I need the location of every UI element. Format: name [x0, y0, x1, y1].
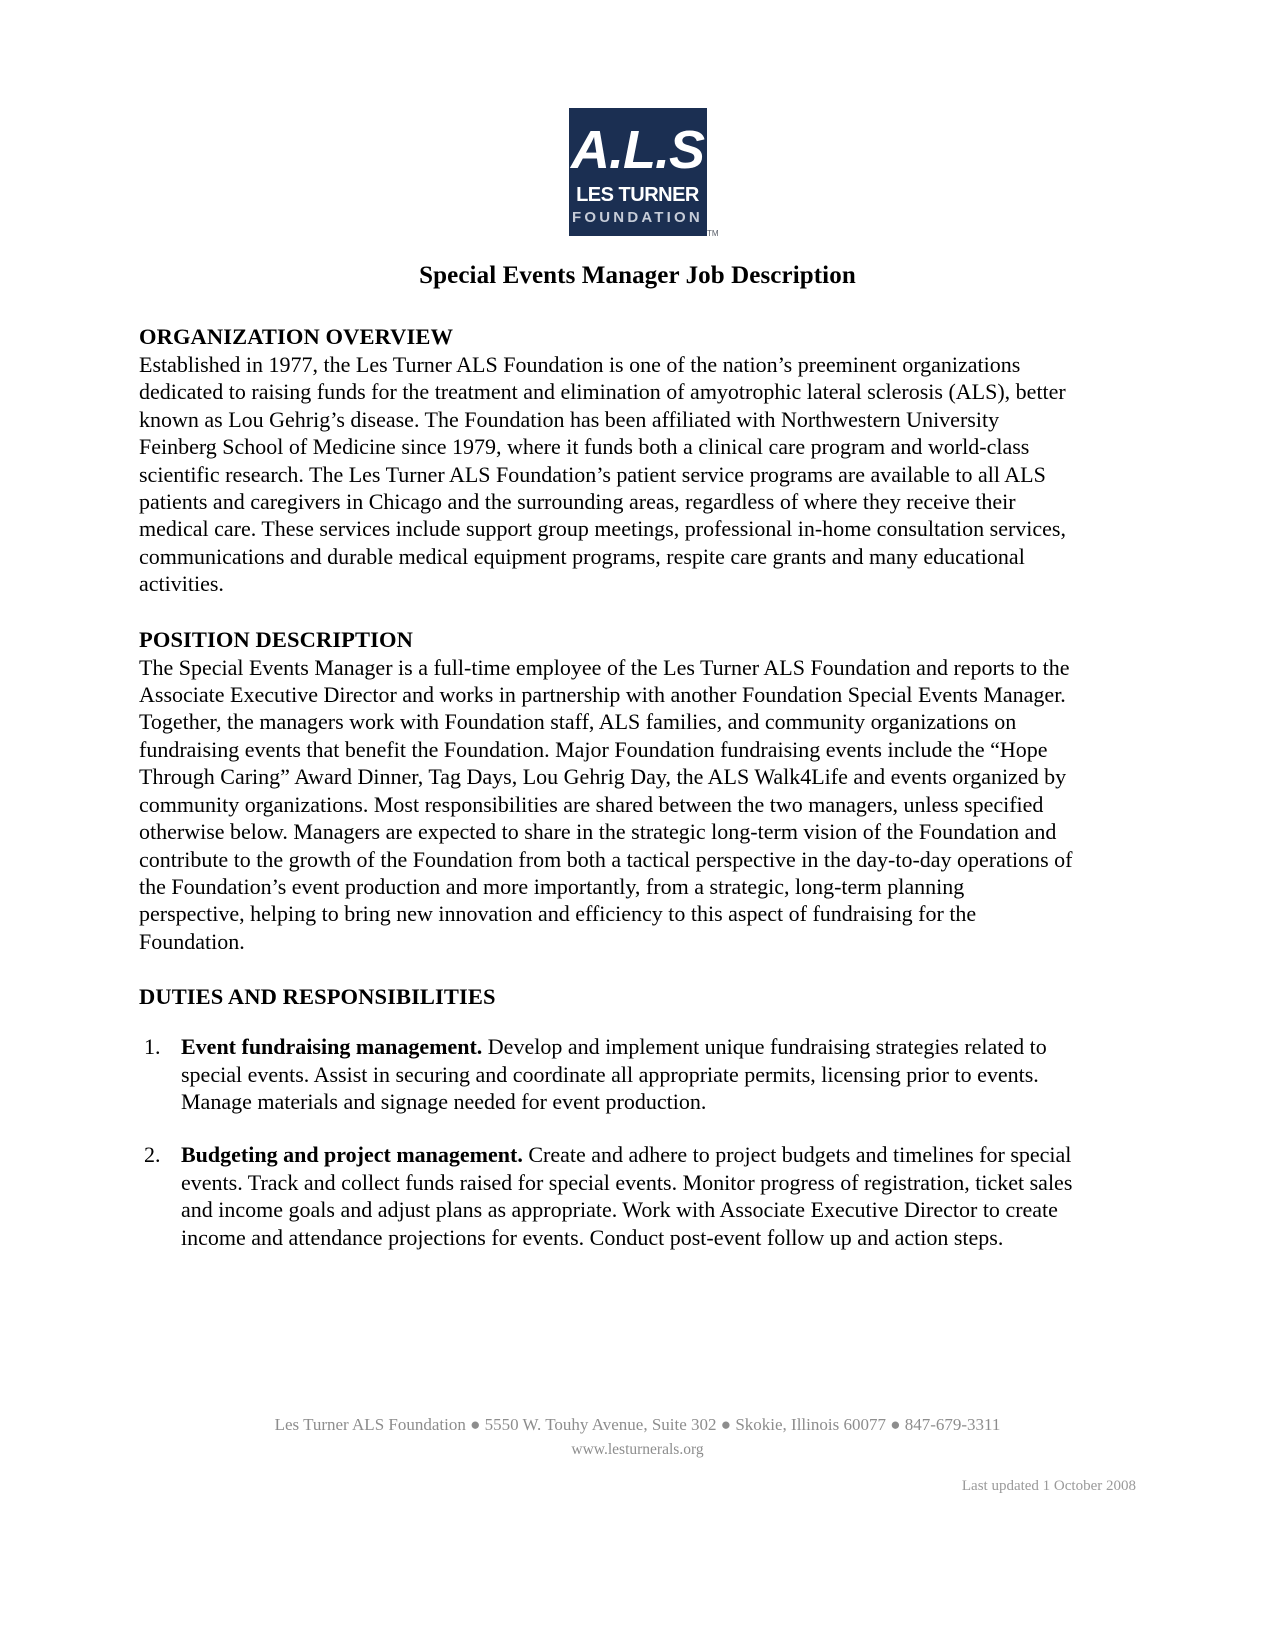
footer-last-updated: Last updated 1 October 2008 — [961, 1478, 1136, 1494]
section-duties-responsibilities — [139, 982, 1074, 1251]
logo-acronym-text: A.L.S — [570, 120, 704, 180]
document-body — [139, 322, 1074, 1277]
list-item — [139, 1033, 1074, 1115]
section-position-description — [139, 625, 1074, 955]
footer-contact-line: Les Turner ALS Foundation ● 5550 W. Touhy Avenue, Suite 302 ● Skokie, Illinois 60077 ● 847-679-3311 — [274, 1415, 1001, 1434]
list-item-number: 1. — [144, 1034, 161, 1060]
trademark-icon: TM — [706, 229, 719, 238]
section-heading: ORGANIZATION OVERVIEW — [139, 324, 454, 349]
page-title: Special Events Manager Job Description — [419, 262, 856, 289]
section-paragraph: The Special Events Manager is a full-time employee of the Les Turner ALS Foundation and reports to the Associate Executive Director and works in partnership with another Foundation Special Events Manager. Together, the managers work with Foundation staff, ALS families, and community organizations on fundraising events that benefit the Foundation. Major Foundation fundraising events include the “Hope Through Caring” Award Dinner, Tag Days, Lou Gehrig Day, the ALS Walk4Life and events organized by community organizations. Most responsibilities are shared between the two managers, unless specified otherwise below. Managers are expected to share in the strategic long-term vision of the Foundation and contribute to the growth of the Foundation from both a tactical perspective in the day-to-day operations of the Foundation’s event production and more importantly, from a strategic, long-term planning perspective, helping to bring new innovation and efficiency to this aspect of fundraising for the Foundation. — [139, 654, 1073, 954]
section-organization-overview — [139, 322, 1074, 598]
organization-logo — [0, 108, 1275, 236]
list-item-text: Develop and implement unique fundraising strategies related to special events. Assist in securing and coordinate all appropriate permits, licensing prior to events. Manage materials and signage needed for event production. — [181, 1034, 1047, 1114]
page-footer — [0, 1412, 1275, 1462]
section-spacer — [139, 955, 1074, 982]
section-heading: DUTIES AND RESPONSIBILITIES — [139, 984, 496, 1010]
list-item — [139, 1141, 1074, 1251]
duties-list — [139, 1033, 1074, 1251]
section-spacer — [139, 598, 1074, 625]
section-heading: POSITION DESCRIPTION — [139, 626, 413, 652]
list-item-lead: Budgeting and project management. — [181, 1142, 523, 1168]
logo-box — [569, 108, 719, 238]
list-item-lead: Event fundraising management. — [181, 1034, 483, 1060]
list-spacer — [139, 1011, 1074, 1033]
list-item-number: 2. — [144, 1142, 161, 1168]
logo-lesturner-text: LES TURNER — [576, 184, 699, 206]
list-item-text: Create and adhere to project budgets and timelines for special events. Track and collect funds raised for special events. Monitor progress of registration, ticket sales and income goals and adjust plans as appropriate. Work with Associate Executive Director to create income and attendance projections for events. Conduct post-event follow up and action steps. — [181, 1142, 1073, 1250]
footer-website: www.lesturnerals.org — [571, 1441, 704, 1458]
logo-foundation-text: FOUNDATION — [572, 209, 703, 226]
section-paragraph: Established in 1977, the Les Turner ALS Foundation is one of the nation’s preeminent organizations dedicated to raising funds for the treatment and elimination of amyotrophic lateral sclerosis (ALS), better known as Lou Gehrig’s disease. The Foundation has been affiliated with Northwestern University Feinberg School of Medicine since 1979, where it funds both a clinical care program and world-class scientific research. The Les Turner ALS Foundation’s patient service programs are available to all ALS patients and caregivers in Chicago and the surrounding areas, regardless of where they receive their medical care. These services include support group meetings, professional in-home consultation services, communications and durable medical equipment programs, respite care grants and many educational activities. — [139, 352, 1066, 597]
